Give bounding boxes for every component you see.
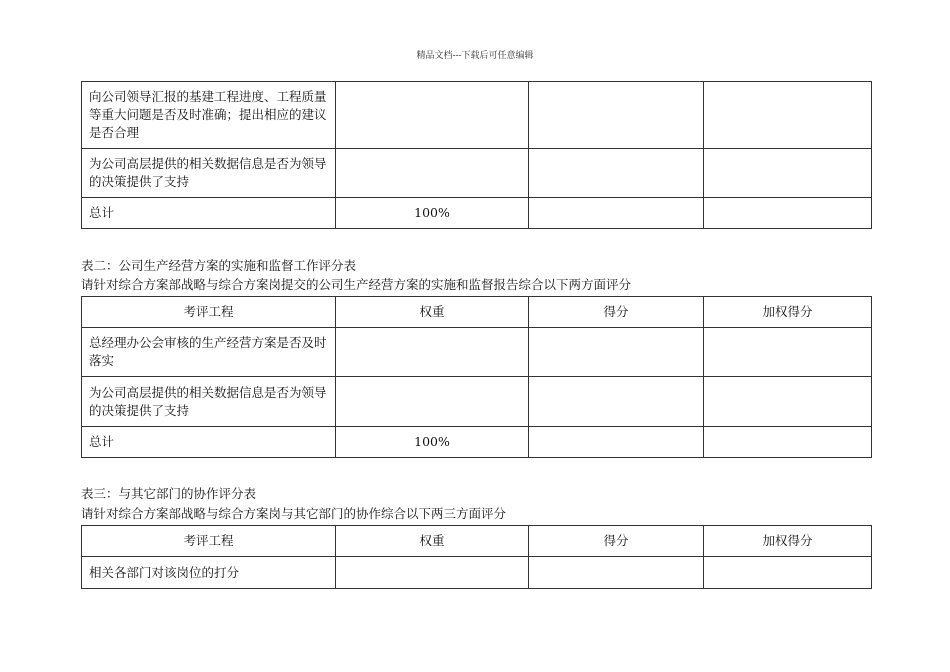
table-row	[82, 328, 872, 377]
total-weight: 100%	[336, 427, 529, 458]
total-label: 总计	[82, 427, 336, 458]
table-2-title: 表二：公司生产经营方案的实施和监督工作评分表	[81, 258, 357, 273]
score-cell	[529, 149, 704, 198]
weighted-score-cell	[704, 82, 872, 149]
column-header-weighted-score: 加权得分	[704, 297, 872, 328]
item-cell: 为公司高层提供的相关数据信息是否为领导的决策提供了支持	[82, 377, 336, 427]
weighted-score-cell	[704, 427, 872, 458]
item-cell: 总经理办公会审核的生产经营方案是否及时落实	[82, 328, 336, 377]
table-3-title: 表三：与其它部门的协作评分表	[81, 486, 257, 501]
table-row	[82, 377, 872, 427]
total-row	[82, 198, 872, 229]
table-header-row	[82, 526, 872, 557]
table-3-description: 请针对综合方案部战略与综合方案岗与其它部门的协作综合以下两三方面评分	[81, 506, 507, 521]
table-header-row	[82, 297, 872, 328]
weight-cell	[336, 82, 529, 149]
weight-cell	[336, 149, 529, 198]
total-weight: 100%	[336, 198, 529, 229]
score-cell	[529, 82, 704, 149]
weighted-score-cell	[704, 198, 872, 229]
table-row	[82, 149, 872, 198]
score-cell	[529, 328, 704, 377]
page-header: 精品文档---下载后可任意编辑	[416, 51, 534, 61]
column-header-item: 考评工程	[82, 526, 336, 557]
column-header-weighted-score: 加权得分	[704, 526, 872, 557]
weight-cell	[336, 557, 529, 589]
column-header-weight: 权重	[336, 526, 529, 557]
score-cell	[529, 377, 704, 427]
table-row	[82, 557, 872, 589]
total-label: 总计	[82, 198, 336, 229]
weighted-score-cell	[704, 377, 872, 427]
weight-cell	[336, 328, 529, 377]
weighted-score-cell	[704, 149, 872, 198]
score-cell	[529, 427, 704, 458]
table-row	[82, 82, 872, 149]
weighted-score-cell	[704, 328, 872, 377]
column-header-item: 考评工程	[82, 297, 336, 328]
table-1	[81, 81, 872, 229]
weight-cell	[336, 377, 529, 427]
column-header-score: 得分	[529, 297, 704, 328]
column-header-score: 得分	[529, 526, 704, 557]
weighted-score-cell	[704, 557, 872, 589]
item-cell: 为公司高层提供的相关数据信息是否为领导的决策提供了支持	[82, 149, 336, 198]
item-cell: 向公司领导汇报的基建工程进度、工程质量等重大问题是否及时准确；提出相应的建议是否合理	[82, 82, 336, 149]
table-2	[81, 296, 872, 458]
score-cell	[529, 198, 704, 229]
table-3	[81, 525, 872, 589]
table-2-description: 请针对综合方案部战略与综合方案岗提交的公司生产经营方案的实施和监督报告综合以下两方面评分	[81, 277, 632, 292]
item-cell: 相关各部门对该岗位的打分	[82, 557, 336, 589]
total-row	[82, 427, 872, 458]
column-header-weight: 权重	[336, 297, 529, 328]
score-cell	[529, 557, 704, 589]
